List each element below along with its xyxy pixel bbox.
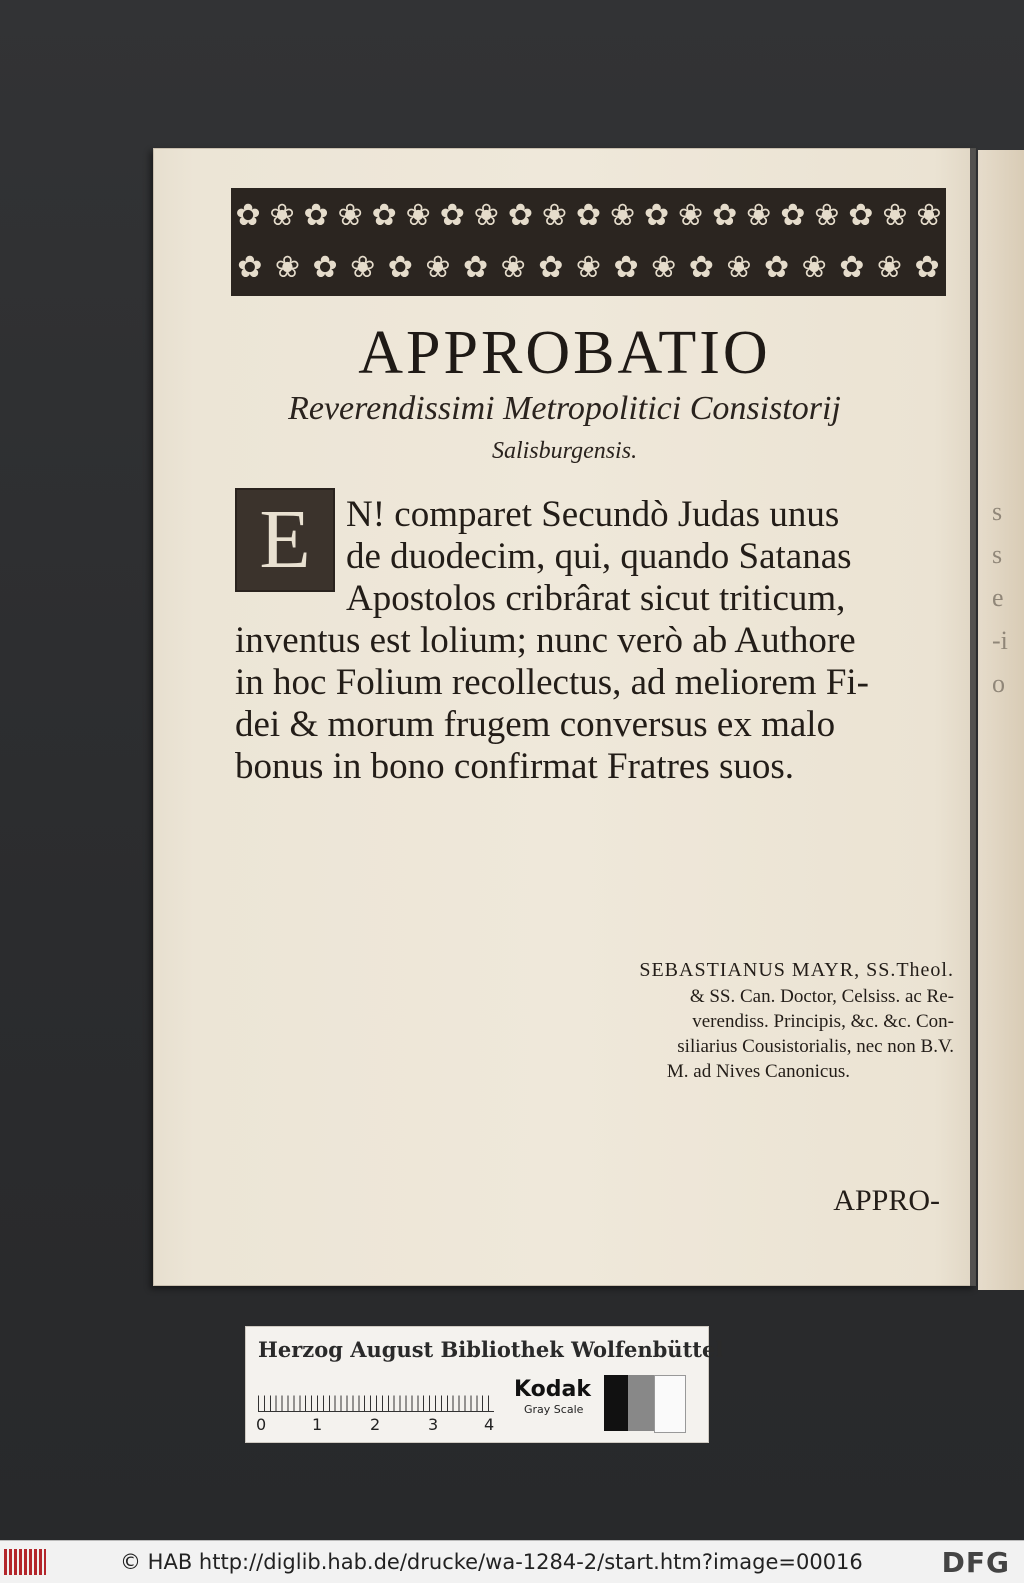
ornament-flower-icon: ✿ [644, 198, 670, 233]
ruler-number: 4 [484, 1415, 495, 1434]
body-line: Apostolos cribrârat sicut triticum, [346, 578, 846, 619]
facing-fragment: e [992, 583, 1004, 612]
ornament-flower-icon: ✿ [538, 250, 564, 285]
facing-page-text [992, 490, 1022, 705]
color-calibration-card [245, 1326, 724, 1443]
signature-line: & SS. Can. Doctor, Celsiss. ac Re- [689, 986, 954, 1007]
catchword: APPRO- [833, 1184, 940, 1217]
scale-ruler [258, 1375, 494, 1412]
ornament-flower-icon: ✿ [780, 198, 806, 233]
ornament-flower-icon: ✿ [914, 250, 940, 285]
body-line: in hoc Folium recollectus, ad meliorem Fi- [235, 662, 870, 703]
ruler-number: 1 [312, 1415, 323, 1434]
ornament-flower-icon: ❀ [746, 198, 772, 233]
gray-scale-label: Gray Scale [524, 1403, 584, 1416]
ornament-flower-icon: ✿ [439, 198, 465, 233]
ruler-number: 0 [256, 1415, 267, 1434]
decorated-initial [235, 488, 335, 592]
ornament-flower-icon: ❀ [814, 198, 840, 233]
ruler-number: 2 [370, 1415, 381, 1434]
ornament-flower-icon: ✿ [575, 198, 602, 233]
body-line: de duodecim, qui, quando Satanas [346, 536, 852, 577]
facing-fragment: -i [992, 626, 1008, 655]
ornament-flower-icon: ❀ [269, 198, 295, 233]
page-subtitle-line2: Salisburgensis. [491, 438, 638, 464]
footer-bar [0, 1540, 1024, 1583]
gray-patch-black [604, 1375, 628, 1431]
facing-page-edge [978, 150, 1024, 1290]
ornament-flower-icon: ✿ [235, 198, 261, 233]
body-line: bonus in bono confirmat Fratres suos. [235, 746, 795, 787]
ornament-flower-icon: ❀ [405, 198, 431, 233]
ornament-flower-icon: ❀ [651, 250, 677, 285]
ornament-flower-icon: ❀ [425, 250, 451, 285]
body-line: inventus est lolium; nunc verò ab Authore [235, 620, 856, 661]
ornament-flower-icon: ❀ [726, 250, 752, 285]
ruler-number: 3 [428, 1415, 439, 1434]
ornament-flower-icon: ❀ [801, 250, 827, 285]
book-page [153, 148, 976, 1286]
ornament-flower-icon: ✿ [712, 198, 738, 233]
ornament-flower-icon: ❀ [274, 250, 300, 285]
gray-patch-mid [628, 1375, 654, 1431]
ornament-flower-icon: ❀ [337, 198, 363, 233]
ornament-band [231, 188, 946, 296]
kodak-logo: Kodak [514, 1377, 591, 1402]
ornament-flower-icon: ❀ [541, 198, 567, 233]
ornament-flower-icon: ❀ [350, 250, 376, 285]
signature-line: M. ad Nives Canonicus. [666, 1061, 850, 1082]
ornament-flower-icon: ✿ [237, 250, 263, 285]
footer-url[interactable]: © HAB http://diglib.hab.de/drucke/wa-1284-2/start.htm?image=00016 [120, 1550, 863, 1574]
signature-line: SEBASTIANUS MAYR, SS.Theol. [639, 959, 954, 981]
library-name: Herzog August Bibliothek Wolfenbüttel [258, 1337, 724, 1362]
page-title: APPROBATIO [358, 319, 771, 387]
ornament-flower-icon: ❀ [916, 198, 942, 233]
facing-fragment: o [992, 669, 1005, 698]
ornament-flower-icon: ✿ [613, 250, 639, 285]
signature-line: verendiss. Principis, &c. &c. Con- [692, 1011, 954, 1032]
body-line: dei & morum frugem conversus ex malo [235, 704, 836, 745]
facing-fragment: s [992, 540, 1003, 569]
page-subtitle: Reverendissimi Metropolitici Consistorij [288, 390, 841, 427]
ornament-flower-icon: ❀ [500, 250, 526, 285]
ornament-flower-icon: ❀ [882, 198, 908, 233]
ornament-flower-icon: ❀ [876, 250, 902, 285]
ornament-flower-icon: ✿ [387, 250, 413, 285]
dfg-logo: DFG [941, 1546, 1010, 1579]
ornament-flower-icon: ✿ [462, 250, 489, 285]
ornament-flower-icon: ✿ [839, 250, 865, 285]
facing-fragment: s [992, 497, 1003, 526]
ornament-flower-icon: ❀ [473, 198, 499, 233]
ornament-flower-icon: ✿ [312, 250, 338, 285]
ornament-flower-icon: ✿ [303, 198, 329, 233]
ornament-flower-icon: ✿ [371, 198, 397, 233]
hab-logo-icon [4, 1549, 46, 1575]
ornament-flower-icon: ❀ [575, 250, 601, 285]
ornament-flower-icon: ✿ [763, 250, 790, 285]
ornament-flower-icon: ❀ [678, 198, 704, 233]
body-line: N! comparet Secundò Judas unus [346, 494, 840, 535]
signature-line: siliarius Cousistorialis, nec non B.V. [677, 1036, 954, 1057]
ornament-flower-icon: ✿ [507, 198, 533, 233]
ornament-flower-icon: ❀ [609, 198, 636, 233]
ornament-flower-icon: ✿ [688, 250, 714, 285]
gray-patch-white [654, 1375, 686, 1433]
initial-letter: E [259, 493, 311, 586]
ornament-flower-icon: ✿ [848, 198, 874, 233]
